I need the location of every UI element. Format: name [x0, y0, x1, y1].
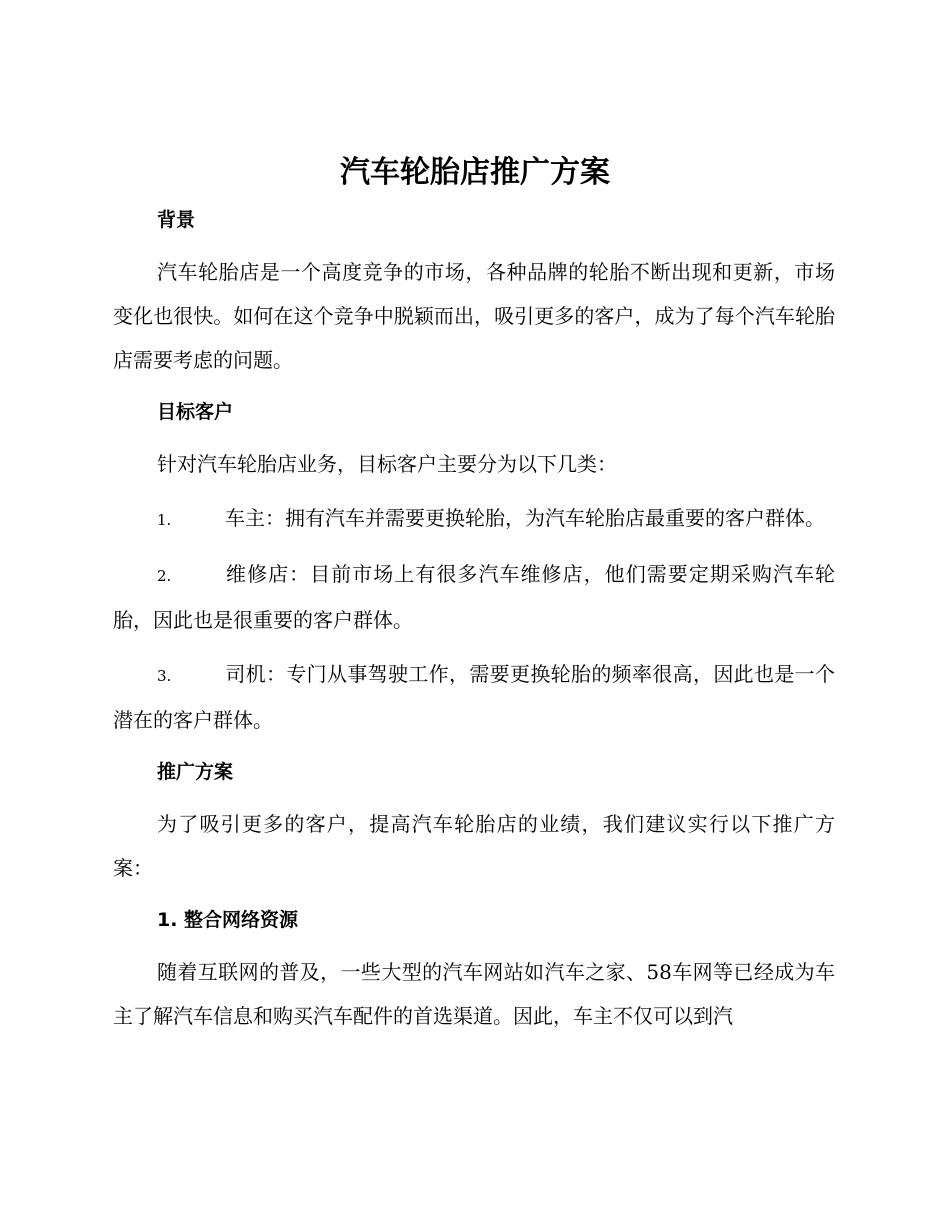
- document-body: [113, 200, 835, 1038]
- list-item-text: 车主：拥有汽车并需要更换轮胎，为汽车轮胎店最重要的客户群体。: [225, 506, 825, 530]
- spacer: [113, 742, 835, 752]
- document-title: 汽车轮胎店推广方案: [340, 155, 610, 190]
- section-heading-background: 背景: [157, 209, 196, 231]
- list-item: [113, 496, 835, 542]
- spacer: [113, 890, 835, 900]
- spacer: [113, 240, 835, 250]
- list-item-text: 维修店：目前市场上有很多汽车维修店，他们需要定期采购汽车轮胎，因此也是很重要的客户群体。: [113, 562, 835, 632]
- list-item: [113, 552, 835, 642]
- spacer: [113, 642, 835, 652]
- list-item-number: 1.: [157, 511, 172, 529]
- spacer: [113, 940, 835, 950]
- spacer: [113, 542, 835, 552]
- section-heading-promotion: 推广方案: [157, 761, 234, 783]
- network-paragraph: 随着互联网的普及，一些大型的汽车网站如汽车之家、58车网等已经成为车主了解汽车信息和购买汽车配件的首选渠道。因此，车主不仅可以到汽: [113, 960, 835, 1028]
- spacer: [113, 432, 835, 442]
- list-item-number: 3.: [157, 667, 172, 685]
- target-intro-paragraph: 针对汽车轮胎店业务，目标客户主要分为以下几类：: [157, 452, 617, 476]
- promotion-intro-paragraph: 为了吸引更多的客户，提高汽车轮胎店的业绩，我们建议实行以下推广方案：: [113, 812, 835, 880]
- background-paragraph: 汽车轮胎店是一个高度竞争的市场，各种品牌的轮胎不断出现和更新，市场变化也很快。如何在这个竞争中脱颖而出，吸引更多的客户，成为了每个汽车轮胎店需要考虑的问题。: [113, 260, 835, 372]
- list-item-text: 司机：专门从事驾驶工作，需要更换轮胎的频率很高，因此也是一个潜在的客户群体。: [113, 662, 835, 732]
- section-heading-target: 目标客户: [157, 401, 234, 423]
- list-item: [113, 652, 835, 742]
- spacer: [113, 792, 835, 802]
- spacer: [113, 486, 835, 496]
- spacer: [113, 382, 835, 392]
- subsection-heading-network: 1. 整合网络资源: [157, 909, 299, 931]
- list-item-number: 2.: [157, 567, 172, 585]
